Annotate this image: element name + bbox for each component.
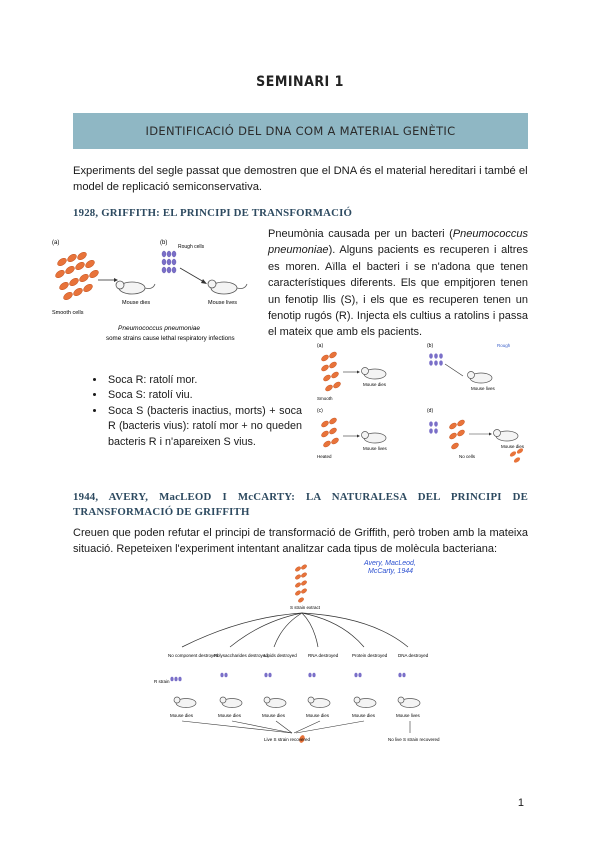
fig1-caption-2: some strains cause lethal respiratory infections <box>106 335 235 342</box>
griffith-figure-2 <box>313 338 531 470</box>
mouse-alive-b <box>208 280 247 294</box>
result-left: Live S strain recovered <box>264 737 311 742</box>
fig2-mouse-dies-d: Mouse dies <box>501 444 525 449</box>
avery-credit-1: Avery, MacLeod, <box>364 560 416 567</box>
col-label-3: RNA destroyed <box>308 653 339 658</box>
fig2-rough-b <box>429 353 443 365</box>
fig2-label-d: (d) <box>427 408 434 414</box>
mouse-dead-a <box>116 281 155 294</box>
fig2-label-a: (a) <box>317 343 324 349</box>
griffith-bullets <box>90 373 302 450</box>
outcome-5: Mouse lives <box>396 713 420 718</box>
result-right: No live S strain recovered <box>388 737 440 742</box>
fig2-label-b: (b) <box>427 343 434 349</box>
fig2-mouse-lives-c: Mouse lives <box>363 446 387 451</box>
col-label-1: Polysaccharides destroyed <box>214 653 268 658</box>
fig2-heated-d <box>448 419 465 451</box>
fig2-mouse-d <box>494 430 519 442</box>
outcome-4: Mouse dies <box>352 713 376 718</box>
section2-heading <box>73 490 528 520</box>
fig1-caption-1: Pneumococcus pneumoniae <box>118 325 201 332</box>
fig1-label-a: (a) <box>52 240 60 246</box>
avery-branch-arrows <box>182 613 408 647</box>
section1-heading: 1928, GRIFFITH: EL PRINCIPI DE TRANSFORMACIÓ <box>73 207 353 219</box>
avery-merge-arrows <box>182 721 410 733</box>
griffith-text-b: ). Alguns pacients es recuperen i altres es moren. Aïlla el bacteri i se n'adona que tenen característiques diferents. Els que empitjoren tenen un fenotip llis (S), i els que es recuperen tenen un fenotip rugós (R). Injecta els cultius a ratolins i passa el mateix que amb els pacients. <box>268 244 528 339</box>
bullet-item: • Soca R: ratolí mor. <box>106 373 302 388</box>
banner-text: IDENTIFICACIÓ DEL DNA COM A MATERIAL GENÈTIC <box>145 124 456 138</box>
s-strain-extract-label: S strain extract <box>290 605 321 610</box>
fig1-mouse-lives: Mouse lives <box>208 300 238 306</box>
section2-heading-line1: 1944, AVERY, MacLEOD I McCARTY: LA NATURALESA DEL PRINCIPI DE <box>73 491 528 503</box>
section2-heading-line2: TRANSFORMACIÓ DE GRIFFITH <box>73 506 250 518</box>
col-label-2: Lipids destroyed <box>264 653 297 658</box>
s-strain-tube <box>295 564 308 603</box>
griffith-text-species: Pneumococcus pneumoniae <box>268 228 528 257</box>
page-number: 1 <box>517 797 524 809</box>
fig2-smooth-a <box>320 351 341 393</box>
page-title: SEMINARI 1 <box>256 74 344 90</box>
bullet-item: • Soca S: ratolí viu. <box>106 388 302 403</box>
fig2-rough-label: Rough <box>497 343 511 348</box>
fig2-mouse-b <box>468 372 493 384</box>
outcome-1: Mouse dies <box>218 713 242 718</box>
griffith-figure-1 <box>48 232 260 348</box>
fig2-mouse-a <box>362 368 387 380</box>
fig2-rough-d <box>429 421 438 433</box>
fig2-recovered-d <box>509 447 524 463</box>
col-label-0: No component destroyed <box>168 653 219 658</box>
fig2-mouse-lives-b: Mouse lives <box>471 386 495 391</box>
col-label-4: Protein destroyed <box>352 653 388 658</box>
r-strain-label: R strain <box>154 679 170 684</box>
smooth-cells-cluster <box>54 251 100 302</box>
fig2-smooth-label: Smooth <box>317 396 333 401</box>
outcome-3: Mouse dies <box>306 713 330 718</box>
bullet-item: • Soca S (bacteris inactius, morts) + soca R (bacteris vius): ratolí mor + no queden bacteris R i n'apareixen S vius. <box>106 404 302 450</box>
fig1-smooth-label: Smooth cells <box>52 310 84 316</box>
intro-paragraph: Experiments del segle passat que demostren que el DNA és el material hereditari i també el model de replicació semiconservativa. <box>73 165 528 193</box>
section-banner <box>73 113 528 149</box>
fig2-mouse-c <box>362 432 387 444</box>
griffith-paragraph <box>268 226 528 341</box>
avery-diagram <box>152 555 452 751</box>
fig2-heated-c <box>320 417 339 449</box>
avery-mice <box>174 697 420 708</box>
fig1-mouse-dies: Mouse dies <box>122 300 151 306</box>
fig1-label-b: (b) <box>160 240 168 246</box>
outcome-0: Mouse dies <box>170 713 194 718</box>
avery-credit-2: McCarty, 1944 <box>368 568 413 575</box>
outcome-2: Mouse dies <box>262 713 286 718</box>
fig1-arrow-b <box>180 268 204 282</box>
fig2-label-c: (c) <box>317 408 323 414</box>
griffith-text-a: Pneumònia causada per un bacteri ( <box>268 228 453 240</box>
fig1-rough-label: Rough cells <box>178 244 205 250</box>
col-label-5: DNA destroyed <box>398 653 429 658</box>
fig2-mouse-dies-a: Mouse dies <box>363 382 387 387</box>
rough-cells-cluster <box>162 251 176 273</box>
fig2-no-cells: No cells <box>459 454 476 459</box>
r-strain-clusters <box>170 673 405 682</box>
fig2-heated-label: Heated <box>317 454 332 459</box>
avery-paragraph: Creuen que poden refutar el principi de transformació de Griffith, però troben amb la mateixa situació. Repeteixen l'experiment intentant analitzar cada tipus de molècula bacteriana: <box>73 527 528 555</box>
